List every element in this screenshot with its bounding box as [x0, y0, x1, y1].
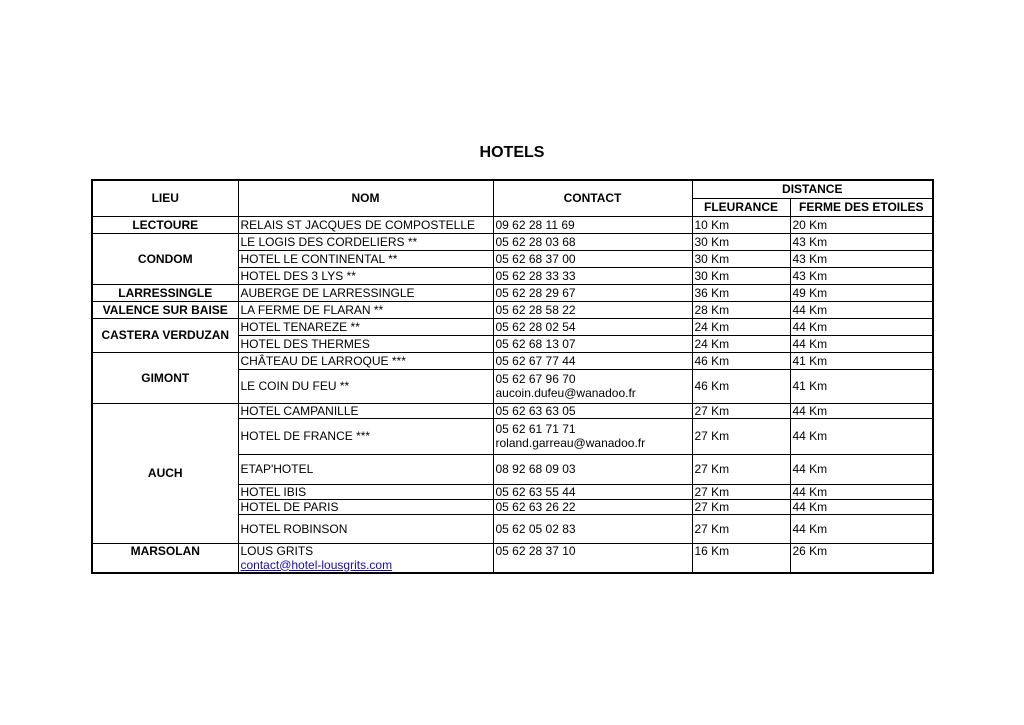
table-row: [92, 403, 933, 418]
hotels-table: [91, 179, 934, 574]
ferme-cell: 44 Km: [790, 403, 933, 418]
fleurance-cell: 27 Km: [692, 484, 790, 499]
contact-phone: 05 62 67 96 70: [495, 372, 576, 386]
nom-cell: AUBERGE DE LARRESSINGLE: [238, 284, 493, 301]
nom-cell: HOTEL ROBINSON: [238, 514, 493, 543]
ferme-cell: 20 Km: [790, 216, 933, 233]
header-nom: NOM: [238, 180, 493, 216]
header-contact: CONTACT: [493, 180, 692, 216]
contact-cell: 05 62 28 33 33: [493, 267, 692, 284]
contact-cell: 05 62 63 55 44: [493, 484, 692, 499]
ferme-cell: 43 Km: [790, 250, 933, 267]
contact-cell: [493, 418, 692, 454]
header-fleurance: FLEURANCE: [692, 198, 790, 216]
ferme-cell: 44 Km: [790, 499, 933, 514]
table-row: [92, 543, 933, 573]
fleurance-cell: 27 Km: [692, 418, 790, 454]
contact-cell: 05 62 68 37 00: [493, 250, 692, 267]
ferme-cell: 44 Km: [790, 318, 933, 335]
nom-cell: RELAIS ST JACQUES DE COMPOSTELLE: [238, 216, 493, 233]
fleurance-cell: 27 Km: [692, 514, 790, 543]
lieu-cell: MARSOLAN: [92, 543, 238, 573]
table-header: [92, 180, 933, 216]
table-body: [92, 216, 933, 573]
nom-cell: HOTEL TENAREZE **: [238, 318, 493, 335]
ferme-cell: 44 Km: [790, 514, 933, 543]
nom-cell: HOTEL LE CONTINENTAL **: [238, 250, 493, 267]
ferme-cell: 43 Km: [790, 233, 933, 250]
hotel-name: LOUS GRITS: [240, 543, 314, 558]
contact-cell: 05 62 67 77 44: [493, 352, 692, 369]
ferme-cell: 44 Km: [790, 454, 933, 484]
nom-cell: HOTEL DES THERMES: [238, 335, 493, 352]
fleurance-cell: 27 Km: [692, 403, 790, 418]
fleurance-cell: 46 Km: [692, 352, 790, 369]
contact-cell: 05 62 28 37 10: [493, 543, 692, 573]
ferme-cell: 44 Km: [790, 484, 933, 499]
ferme-cell: 44 Km: [790, 335, 933, 352]
lieu-cell: LARRESSINGLE: [92, 284, 238, 301]
fleurance-cell: 30 Km: [692, 250, 790, 267]
contact-cell: [493, 369, 692, 403]
lieu-cell: VALENCE SUR BAISE: [92, 301, 238, 318]
contact-cell: 05 62 63 63 05: [493, 403, 692, 418]
header-distance: DISTANCE: [692, 180, 933, 198]
header-lieu: LIEU: [92, 180, 238, 216]
ferme-cell: 44 Km: [790, 418, 933, 454]
ferme-cell: 44 Km: [790, 301, 933, 318]
fleurance-cell: 27 Km: [692, 454, 790, 484]
table-row: [92, 318, 933, 335]
table-row: [92, 216, 933, 233]
contact-email: roland.garreau@wanadoo.fr: [495, 436, 646, 450]
nom-cell: ETAP'HOTEL: [238, 454, 493, 484]
table-row: [92, 284, 933, 301]
lieu-cell: GIMONT: [92, 352, 238, 403]
nom-cell: HOTEL CAMPANILLE: [238, 403, 493, 418]
nom-cell: LA FERME DE FLARAN **: [238, 301, 493, 318]
contact-cell: 08 92 68 09 03: [493, 454, 692, 484]
contact-phone: 05 62 61 71 71: [495, 422, 576, 436]
contact-cell: 05 62 68 13 07: [493, 335, 692, 352]
nom-cell: HOTEL DE FRANCE ***: [238, 418, 493, 454]
contact-cell: 05 62 05 02 83: [493, 514, 692, 543]
contact-cell: 05 62 28 02 54: [493, 318, 692, 335]
contact-cell: 05 62 28 58 22: [493, 301, 692, 318]
nom-cell: LE LOGIS DES CORDELIERS **: [238, 233, 493, 250]
header-ferme-des-etoiles: FERME DES ETOILES: [790, 198, 933, 216]
nom-cell: LE COIN DU FEU **: [238, 369, 493, 403]
fleurance-cell: 24 Km: [692, 335, 790, 352]
ferme-cell: 41 Km: [790, 369, 933, 403]
fleurance-cell: 36 Km: [692, 284, 790, 301]
fleurance-cell: 16 Km: [692, 543, 790, 573]
fleurance-cell: 28 Km: [692, 301, 790, 318]
ferme-cell: 26 Km: [790, 543, 933, 573]
email-link[interactable]: contact@hotel-lousgrits.com: [240, 557, 393, 572]
page-title: HOTELS: [479, 144, 545, 161]
fleurance-cell: 30 Km: [692, 233, 790, 250]
lieu-cell: CASTERA VERDUZAN: [92, 318, 238, 352]
lieu-cell: CONDOM: [92, 233, 238, 284]
fleurance-cell: 24 Km: [692, 318, 790, 335]
ferme-cell: 41 Km: [790, 352, 933, 369]
table-row: [92, 352, 933, 369]
contact-cell: 05 62 28 03 68: [493, 233, 692, 250]
fleurance-cell: 30 Km: [692, 267, 790, 284]
fleurance-cell: 27 Km: [692, 499, 790, 514]
nom-cell: HOTEL DE PARIS: [238, 499, 493, 514]
lieu-cell: AUCH: [92, 403, 238, 543]
contact-cell: 05 62 28 29 67: [493, 284, 692, 301]
ferme-cell: 43 Km: [790, 267, 933, 284]
ferme-cell: 49 Km: [790, 284, 933, 301]
nom-cell: HOTEL IBIS: [238, 484, 493, 499]
contact-cell: 05 62 63 26 22: [493, 499, 692, 514]
fleurance-cell: 10 Km: [692, 216, 790, 233]
nom-cell: CHÂTEAU DE LARROQUE ***: [238, 352, 493, 369]
contact-cell: 09 62 28 11 69: [493, 216, 692, 233]
table-row: [92, 233, 933, 250]
nom-cell: [238, 543, 493, 573]
fleurance-cell: 46 Km: [692, 369, 790, 403]
lieu-cell: LECTOURE: [92, 216, 238, 233]
nom-cell: HOTEL DES 3 LYS **: [238, 267, 493, 284]
table-row: [92, 301, 933, 318]
contact-email: aucoin.dufeu@wanadoo.fr: [495, 386, 636, 400]
